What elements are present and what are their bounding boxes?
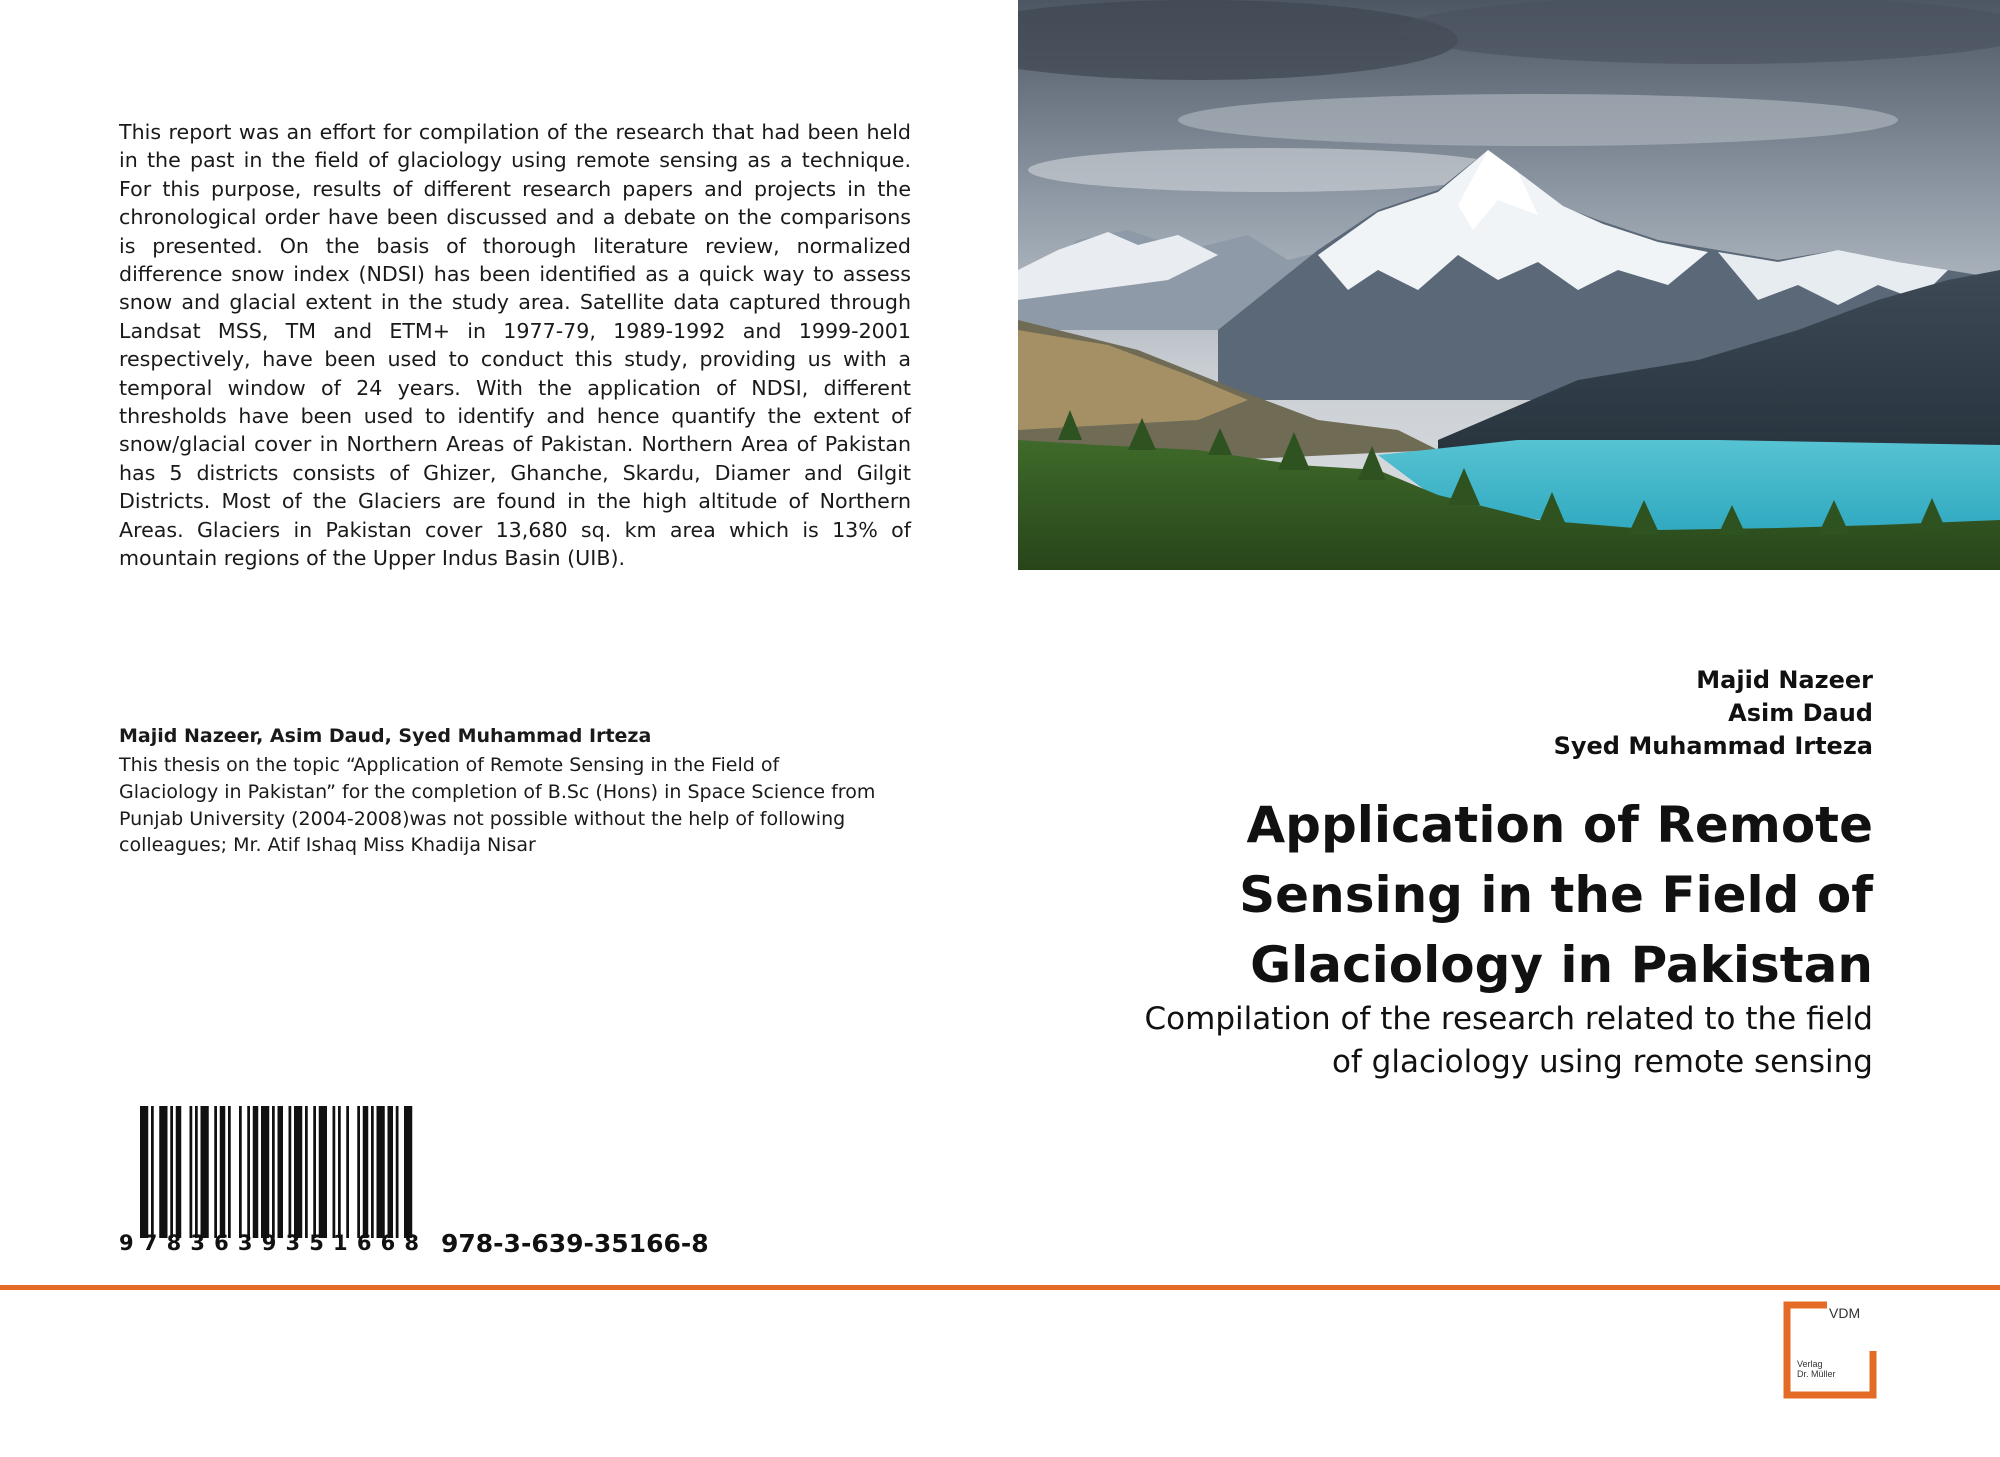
- mountain-lake-landscape-icon: [1018, 0, 2000, 570]
- barcode-digit: 9: [261, 1231, 277, 1255]
- barcode-bar: [228, 1106, 231, 1238]
- barcode-bar: [201, 1106, 209, 1238]
- isbn-number: 978-3-639-35166-8: [441, 1229, 709, 1258]
- barcode-digit: 9: [119, 1231, 134, 1255]
- barcode-bar: [357, 1106, 360, 1238]
- barcode-digit: 1: [333, 1231, 348, 1255]
- barcode-bar: [247, 1106, 250, 1238]
- barcode-bar: [338, 1106, 341, 1238]
- barcode-bar: [289, 1106, 292, 1238]
- front-author-1: Majid Nazeer: [1696, 666, 1873, 694]
- back-cover-authors: Majid Nazeer, Asim Daud, Syed Muhammad Irteza: [119, 725, 652, 747]
- publisher-name: Verlag Dr. Müller: [1797, 1359, 1836, 1379]
- barcode-bar: [151, 1106, 154, 1238]
- barcode-bar: [195, 1106, 198, 1238]
- barcode-bar: [388, 1106, 394, 1238]
- barcode-bar: [190, 1106, 193, 1238]
- barcode-bar: [294, 1106, 302, 1238]
- cover-photo: [1018, 0, 2000, 570]
- book-title: Application of Remote Sensing in the Field of Glaciology in Pakistan: [1239, 796, 1873, 994]
- barcode-digit: 8: [166, 1231, 182, 1255]
- barcode-bar: [176, 1106, 182, 1238]
- barcode-digit: 5: [309, 1231, 324, 1255]
- barcode-bar: [377, 1106, 385, 1238]
- barcode-digit: 7: [142, 1231, 158, 1255]
- barcode-bar: [396, 1106, 399, 1238]
- barcode-bar: [371, 1106, 374, 1238]
- barcode: [140, 1106, 415, 1238]
- barcode-digit: 3: [285, 1231, 301, 1255]
- barcode-digit: 6: [380, 1231, 396, 1255]
- barcode-bar: [253, 1106, 259, 1238]
- barcode-bar: [319, 1106, 327, 1238]
- back-cover-blurb: This report was an effort for compilation of the research that had been held in the past in the field of glaciology using remote sensing as a technique. For this purpose, results of different research papers and projects in the chronological order have been discussed and a debate on the comparisons is presented. On the basis of thorough literature review, normalized difference snow index (NDSI) has been identified as a quick way to assess snow and glacial extent in the study area. Satellite data captured through Landsat MSS, TM and ETM+ in 1977-79, 1989-1992 and 1999-2001 respectively, have been used to conduct this study, providing us with a temporal window of 24 years. With the application of NDSI, different thresholds have been used to identify and hence quantify the extent of snow/glacial cover in Northern Areas of Pakistan. Northern Area of Pakistan has 5 districts consists of Ghizer, Ghanche, Skardu, Diamer and Gilgit Districts. Most of the Glaciers are found in the high altitude of Northern Areas. Glaciers in Pakistan cover 13,680 sq. km area which is 13% of mountain regions of the Upper Indus Basin (UIB).: [119, 120, 911, 571]
- front-author-3: Syed Muhammad Irteza: [1553, 732, 1873, 760]
- barcode-bar: [170, 1106, 173, 1238]
- barcode-bar: [239, 1106, 242, 1238]
- barcode-bar: [346, 1106, 349, 1238]
- barcode-bar: [404, 1106, 412, 1238]
- barcode-bar: [313, 1106, 316, 1238]
- barcode-digit: 3: [237, 1231, 253, 1255]
- publisher-logo: [1783, 1301, 1877, 1399]
- barcode-digit: 6: [356, 1231, 372, 1255]
- barcode-digit: 6: [214, 1231, 229, 1255]
- barcode-digit: 3: [190, 1231, 205, 1255]
- barcode-bar: [220, 1106, 226, 1238]
- barcode-bar: [140, 1106, 148, 1238]
- barcode-bar: [261, 1106, 269, 1238]
- barcode-bar: [333, 1106, 336, 1238]
- barcode-digits: [119, 1231, 419, 1255]
- barcode-bar: [363, 1106, 369, 1238]
- book-subtitle: Compilation of the research related to the field of glaciology using remote sensing: [1144, 1001, 1873, 1080]
- barcode-bar: [272, 1106, 275, 1238]
- barcode-bar: [278, 1106, 284, 1238]
- barcode-bar: [305, 1106, 308, 1238]
- front-author-2: Asim Daud: [1728, 699, 1873, 727]
- barcode-digit: 8: [404, 1231, 419, 1255]
- publisher-logo-text: VDM: [1829, 1305, 1861, 1321]
- barcode-bar: [159, 1106, 167, 1238]
- barcode-bar: [214, 1106, 217, 1238]
- back-cover-author-bio: This thesis on the topic “Application of Remote Sensing in the Field of Glaciology in Pakistan” for the completion of B.Sc (Hons) in Space Science from Punjab University (2004-2008)was not possible without the help of following colleagues; Mr. Atif Ishaq Miss Khadija Nisar: [119, 754, 876, 857]
- orange-divider: [0, 1285, 2000, 1290]
